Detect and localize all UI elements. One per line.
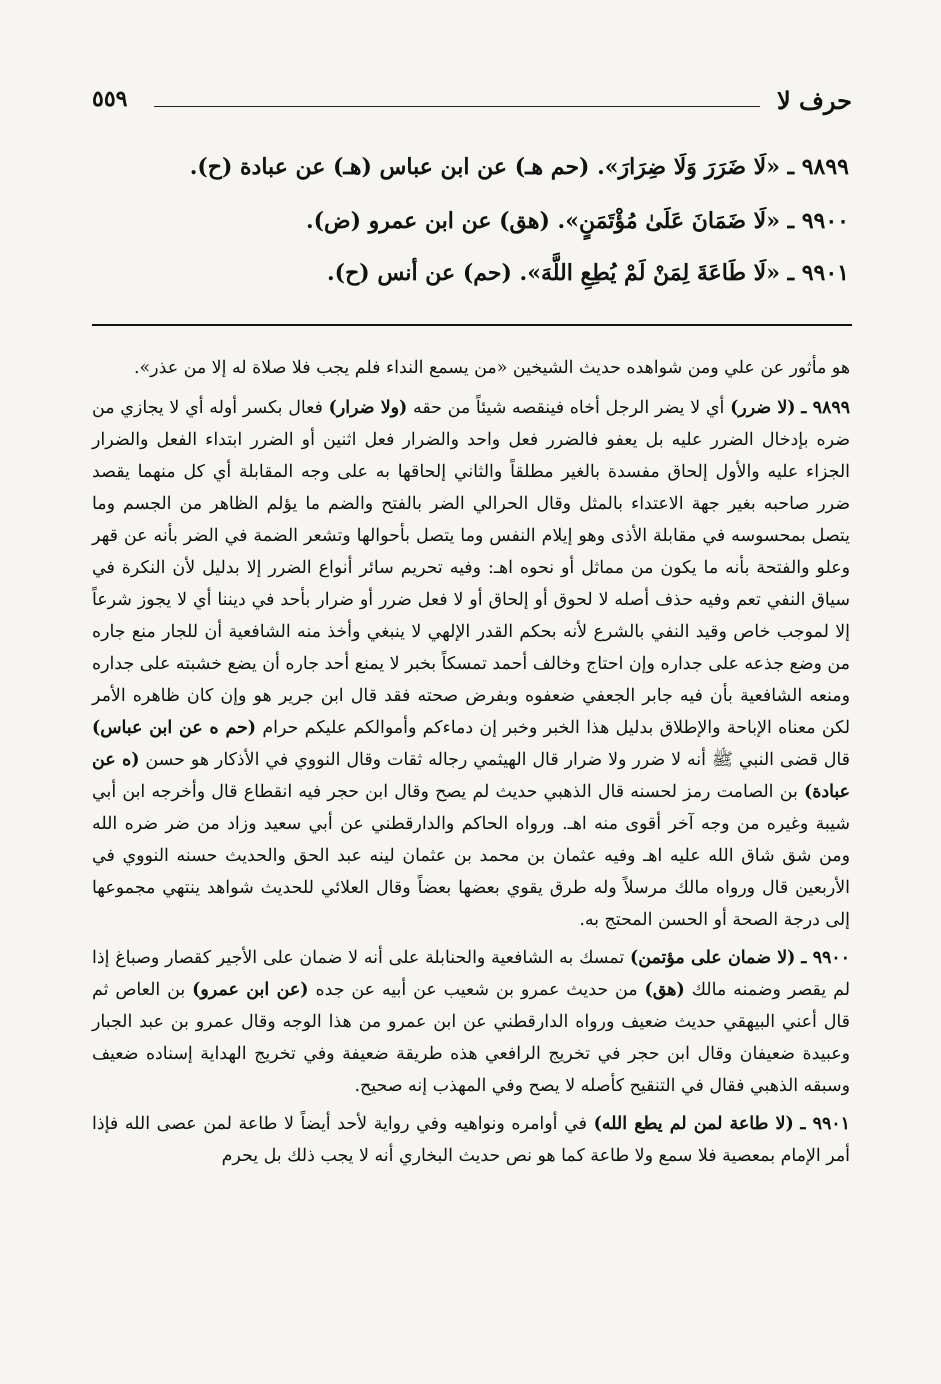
entry-text: أي لا يضر الرجل أخاه فينقصه شيئاً من حقه (407, 398, 731, 418)
commentary-intro: هو مأثور عن علي ومن شواهده حديث الشيخين «من يسمع النداء فلم يجب فلا صلاة له إلا من عذر». (134, 358, 850, 378)
commentary-9900 (92, 942, 850, 1102)
entry-number: ٩٩٠٠ ـ (801, 948, 850, 968)
entry-text: في أوامره ونواهيه وفي رواية لأحد أيضاً لا طاعة لمن عصى الله فإذا أمر الإمام بمعصية فلا سمع ولا طاعة كما هو نص حديث البخاري أنه لا يجب ذلك بل يحرم (92, 1114, 850, 1166)
hadith-9900: ٩٩٠٠ ـ «لَا ضَمَانَ عَلَىٰ مُؤْتَمَنٍ». (هق) عن ابن عمرو (ض). (305, 208, 849, 234)
entry-text: بن العاص ثم قال أعني البيهقي حديث ضعيف ورواه الدارقطني عن ابن عمرو من هذا الوجه وقال عمرو بن عبد الجبار وعبيدة ضعيفان وقال ابن حجر في تخريج الرافعي هذه طريقة ضعيفة وفي تخريج الهداية إسناده ضعيف وسبقه الذهبي فقال في التنقيح كأصله لا يصح وفي المهذب إنه صحيح. (92, 980, 850, 1096)
entry-lead: (لا ضمان على مؤتمن) (630, 948, 796, 968)
entry-lead: (لا طاعة لمن لم يطع الله) (593, 1114, 794, 1134)
entry-term: (ولا ضرار) (328, 398, 408, 418)
entry-source: (حم ه عن ابن عباس) (92, 718, 257, 738)
header-rule (154, 106, 760, 107)
hadith-9901: ٩٩٠١ ـ «لَا طَاعَةَ لِمَنْ لَمْ يُطِعِ اللَّهَ». (حم) عن أنس (ح). (327, 260, 849, 286)
page-number: ٥٥٩ (92, 86, 128, 112)
commentary-9901 (92, 1108, 850, 1172)
commentary-body (92, 352, 850, 1178)
entry-text: من حديث عمرو بن شعيب عن أبيه عن جده (308, 980, 645, 1000)
commentary-9899 (92, 392, 850, 936)
entry-lead: (لا ضرر) (730, 398, 796, 418)
entry-text: قال قضى النبي ﷺ أنه لا ضرر ولا ضرار قال الهيثمي رجاله ثقات وقال النووي في الأذكار هو حسن (139, 750, 850, 770)
footnote-separator (92, 324, 852, 326)
page-header (92, 86, 852, 116)
entry-source: (هق) (644, 980, 685, 1000)
chapter-title: حرف لا (777, 86, 852, 115)
entry-number: ٩٨٩٩ ـ (801, 398, 851, 418)
entry-text: تمسك به الشافعية والحنابلة على أنه لا ضمان على الأجير كقصار وصباغ إذا لم يقصر وضمنه مالك (92, 948, 850, 1000)
entry-number: ٩٩٠١ ـ (800, 1114, 850, 1134)
entry-text: فعال بكسر أوله أي لا يجازي من ضره بإدخال الضرر عليه بل يعفو فالضرر فعل واحد والضرار فعل اثنين أو الضرر ابتداء الفعل والضرار الجزاء عليه والأول إلحاق مفسدة بالغير مطلقاً والثاني إلحاقها به على وجه المقابلة أي كل منهما يقصد ضرر صاحبه بغير جهة الاعتداء بالمثل وقال الحرالي الضر بالفتح والضم ما يؤلم الظاهر من الجسم وما يتصل بمحسوسه في مقابلة الأذى وهو إيلام النفس وما يتصل بأحوالها وتشعر الضمة في الضر بأنه عن قهر وعلو والفتحة بأنه ما يكون من مماثل أو نحوه اهـ: وفيه تحريم سائر أنواع الضرر إلا بدليل لأن النكرة في سياق النفي تعم وفيه حذف أصله لا لحوق أو إلحاق أو لا فعل ضرر أو ضرار بأحد في ديننا أي لا يجوز شرعاً إلا لموجب خاص وقيد النفي بالشرع لأنه بحكم القدر الإلهي لا ينبغي وأخذ منه الشافعية أن للجار منع جاره من وضع جذعه على جداره وإن احتاج وخالف أحمد تمسكاً بخبر لا يمنع أحد جاره أن يضع خشبته على جداره ومنعه الشافعية بأن فيه جابر الجعفي ضعفوه وبفرض صحته فقد قال ابن جرير هو وإن كان ظاهره الأمر لكن معناه الإباحة والإطلاق بدليل هذا الخبر وخبر إن دماءكم وأموالكم عليكم حرام (92, 398, 850, 738)
entry-text: بن الصامت رمز لحسنه قال الذهبي حديث لم يصح وقال ابن حجر فيه انقطاع قال وأخرجه ابن أبي شيبة وغيره من وجه آخر أقوى منه اهـ. ورواه الحاكم والدارقطني عن أبي سعيد وزاد من ضر ضره الله ومن شق شاق الله عليه اهـ وفيه عثمان بن محمد بن عثمان لينه عبد الحق والحديث حسنه النووي في الأربعين قال ورواه مالك مرسلاً وله طرق يقوي بعضها بعضاً وقال العلائي للحديث شواهد ينتهي مجموعها إلى درجة الصحة أو الحسن المحتج به. (92, 782, 850, 930)
entry-source: (ه عن عبادة) (92, 750, 850, 802)
entry-source: (عن ابن عمرو) (192, 980, 309, 1000)
hadith-9899: ٩٨٩٩ ـ «لَا ضَرَرَ وَلَا ضِرَارَ». (حم هـ) عن ابن عباس (هـ) عن عبادة (ح). (189, 154, 849, 180)
